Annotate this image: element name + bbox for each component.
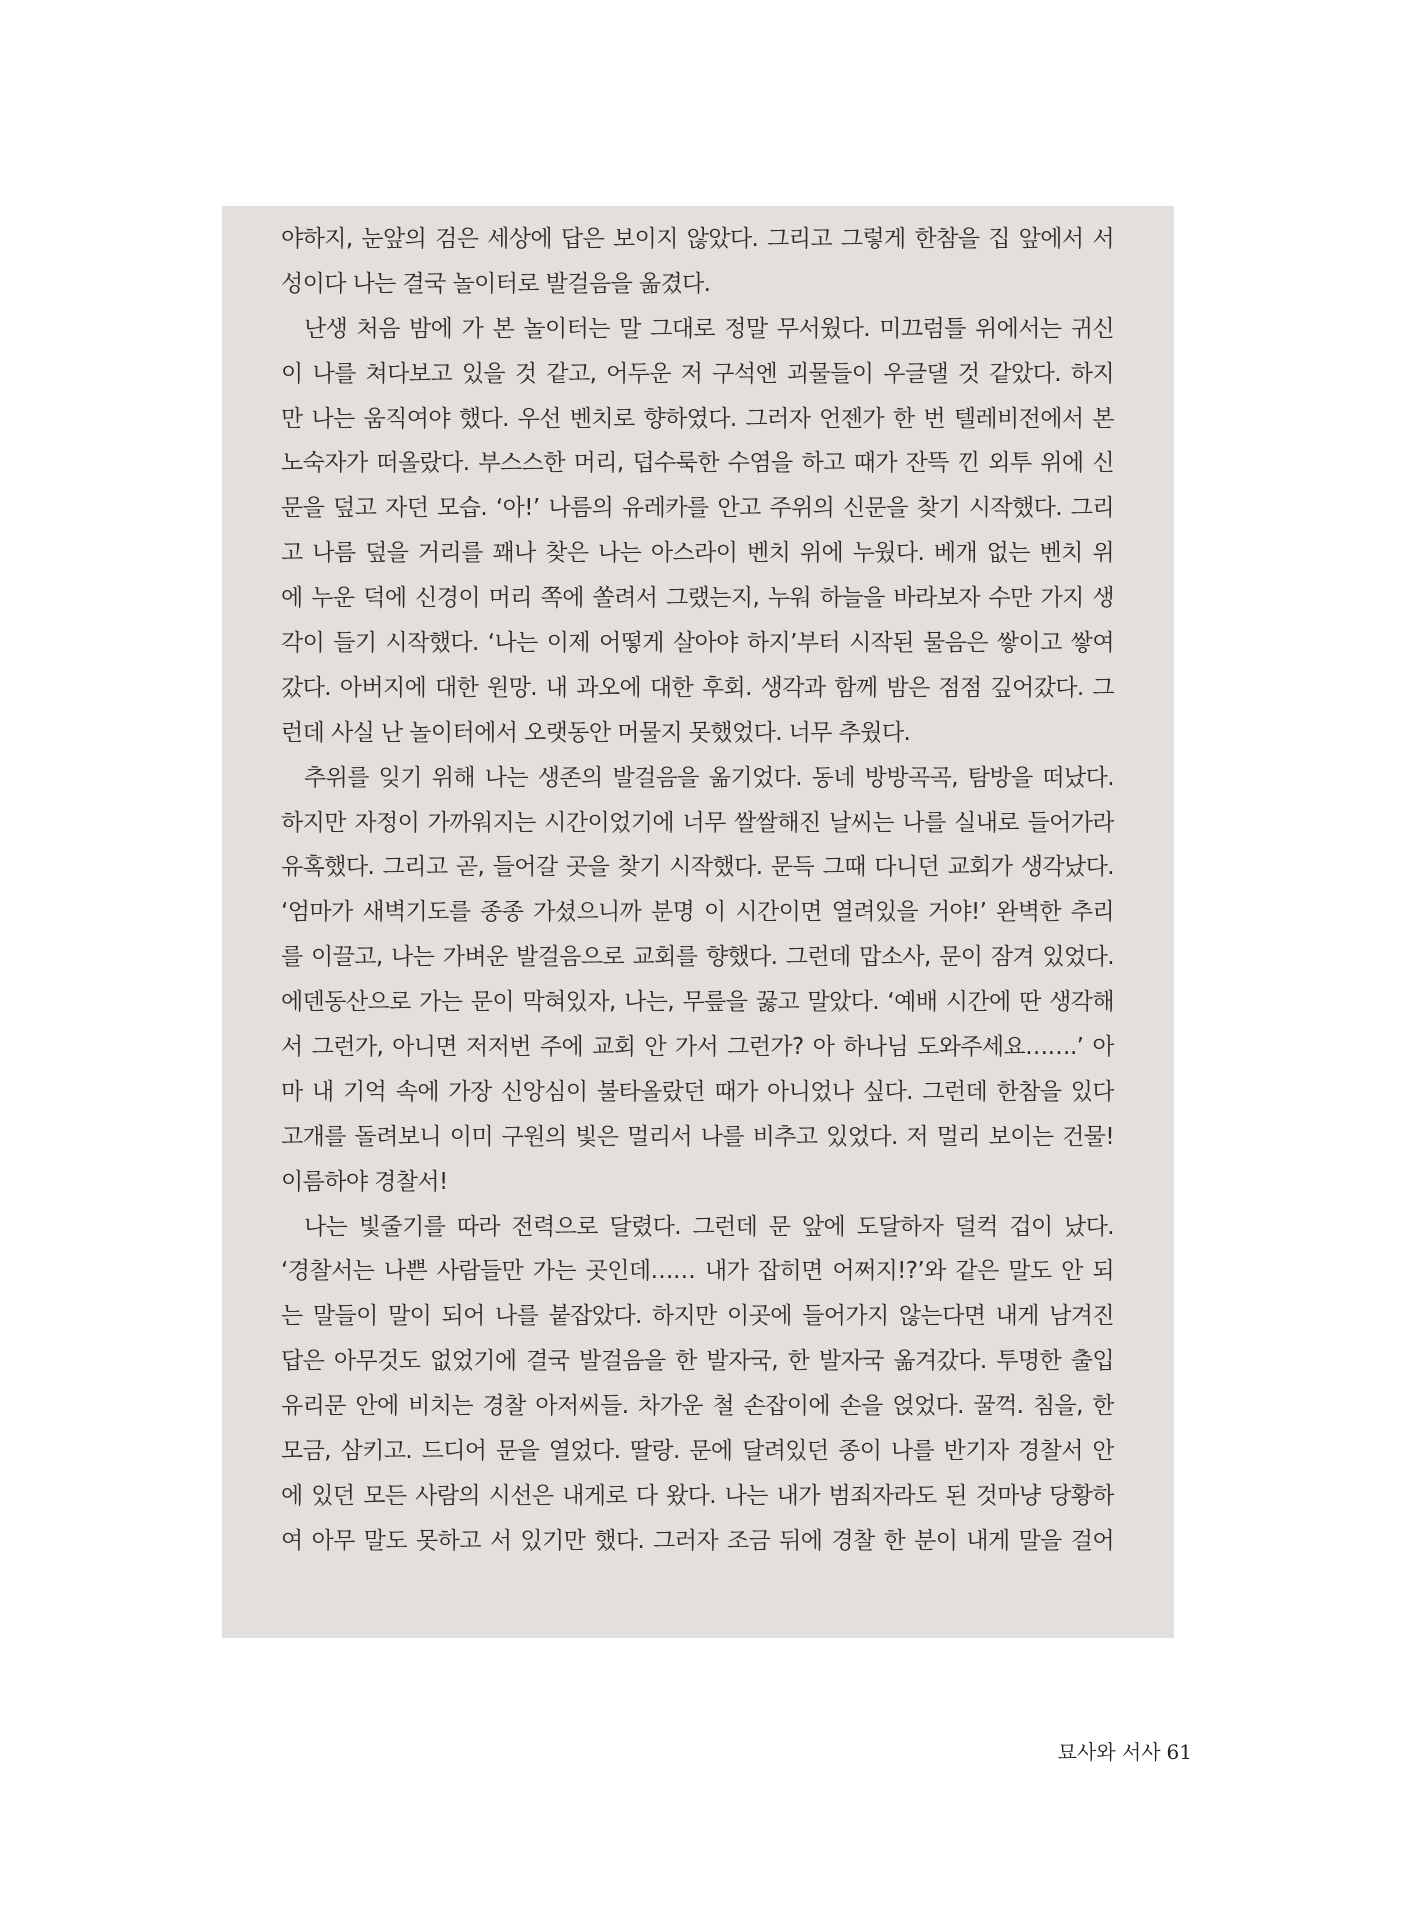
text-line: 이름하야 경찰서! (281, 1168, 448, 1195)
text-line: 마 내 기억 속에 가장 신앙심이 불타올랐던 때가 아니었나 싶다. 그런데 한참을 있다 (281, 1078, 1114, 1105)
text-line: 고개를 돌려보니 이미 구원의 빛은 멀리서 나를 비추고 있었다. 저 멀리 보이는 건물! (281, 1123, 1114, 1150)
text-line: 만 나는 움직여야 했다. 우선 벤치로 향하였다. 그러자 언젠가 한 번 텔레비전에서 본 (281, 405, 1114, 432)
text-line: 야하지, 눈앞의 검은 세상에 답은 보이지 않았다. 그리고 그렇게 한참을 집 앞에서 서 (281, 226, 1114, 252)
text-line: 모금, 삼키고. 드디어 문을 열었다. 딸랑. 문에 달려있던 종이 나를 반기자 경찰서 안 (281, 1438, 1114, 1465)
paragraph-lines (281, 217, 1114, 1564)
text-line: 추위를 잊기 위해 나는 생존의 발걸음을 옮기었다. 동네 방방곡곡, 탐방을 떠났다. (304, 764, 1114, 791)
text-line: 유리문 안에 비치는 경찰 아저씨들. 차가운 철 손잡이에 손을 얹었다. 꿀꺽. 침을, 한 (281, 1393, 1114, 1420)
text-line: 를 이끌고, 나는 가벼운 발걸음으로 교회를 향했다. 그런데 맙소사, 문이 잠겨 있었다. (281, 944, 1114, 971)
page-number: 61 (1166, 1740, 1192, 1764)
text-line: 갔다. 아버지에 대한 원망. 내 과오에 대한 후회. 생각과 함께 밤은 점점 깊어갔다. 그 (281, 674, 1114, 701)
footer-section-title: 묘사와 서사 (1057, 1740, 1161, 1764)
page-footer (1058, 1736, 1192, 1765)
body-text-box (222, 206, 1174, 1638)
text-line: ‘경찰서는 나쁜 사람들만 가는 곳인데…… 내가 잡히면 어쩌지!?’와 같은 말도 안 되 (281, 1258, 1114, 1285)
text-line: 문을 덮고 자던 모습. ‘아!’ 나름의 유레카를 안고 주위의 신문을 찾기 시작했다. 그리 (281, 495, 1114, 522)
text-line: 서 그런가, 아니면 저저번 주에 교회 안 가서 그런가? 아 하나님 도와주세요…….’ 아 (281, 1034, 1114, 1061)
text-line: 각이 들기 시작했다. ‘나는 이제 어떻게 살아야 하지’부터 시작된 물음은 쌓이고 쌓여 (281, 630, 1114, 657)
text-line: 고 나름 덮을 거리를 꽤나 찾은 나는 아스라이 벤치 위에 누웠다. 베개 없는 벤치 위 (281, 540, 1114, 567)
text-line: 에 있던 모든 사람의 시선은 내게로 다 왔다. 나는 내가 범죄자라도 된 것마냥 당황하 (281, 1482, 1114, 1509)
text-line: 답은 아무것도 없었기에 결국 발걸음을 한 발자국, 한 발자국 옮겨갔다. 투명한 출입 (281, 1348, 1114, 1375)
text-line: 이 나를 쳐다보고 있을 것 같고, 어두운 저 구석엔 괴물들이 우글댈 것 같았다. 하지 (281, 360, 1114, 387)
text-line: 에 누운 덕에 신경이 머리 쪽에 쏠려서 그랬는지, 누워 하늘을 바라보자 수만 가지 생 (281, 585, 1114, 612)
text-line: 는 말들이 말이 되어 나를 붙잡았다. 하지만 이곳에 들어가지 않는다면 내게 남겨진 (281, 1303, 1114, 1330)
text-line: 런데 사실 난 놀이터에서 오랫동안 머물지 못했었다. 너무 추웠다. (281, 719, 911, 746)
text-line: 유혹했다. 그리고 곧, 들어갈 곳을 찾기 시작했다. 문득 그때 다니던 교회가 생각났다. (281, 854, 1114, 881)
text-line: 난생 처음 밤에 가 본 놀이터는 말 그대로 정말 무서웠다. 미끄럼틀 위에서는 귀신 (304, 315, 1114, 342)
text-line: 성이다 나는 결국 놀이터로 발걸음을 옮겼다. (281, 270, 711, 297)
text-line: 나는 빛줄기를 따라 전력으로 달렸다. 그런데 문 앞에 도달하자 덜컥 겁이 났다. (304, 1213, 1114, 1240)
text-line: 여 아무 말도 못하고 서 있기만 했다. 그러자 조금 뒤에 경찰 한 분이 내게 말을 걸어 (281, 1527, 1114, 1554)
text-line: 에덴동산으로 가는 문이 막혀있자, 나는, 무릎을 꿇고 말았다. ‘예배 시간에 딴 생각해 (281, 989, 1114, 1016)
text-line: ‘엄마가 새벽기도를 종종 가셨으니까 분명 이 시간이면 열려있을 거야!’ 완벽한 추리 (281, 899, 1114, 926)
text-line: 하지만 자정이 가까워지는 시간이었기에 너무 쌀쌀해진 날씨는 나를 실내로 들어가라 (281, 809, 1114, 836)
text-line: 노숙자가 떠올랐다. 부스스한 머리, 덥수룩한 수염을 하고 때가 잔뜩 낀 외투 위에 신 (281, 450, 1114, 477)
